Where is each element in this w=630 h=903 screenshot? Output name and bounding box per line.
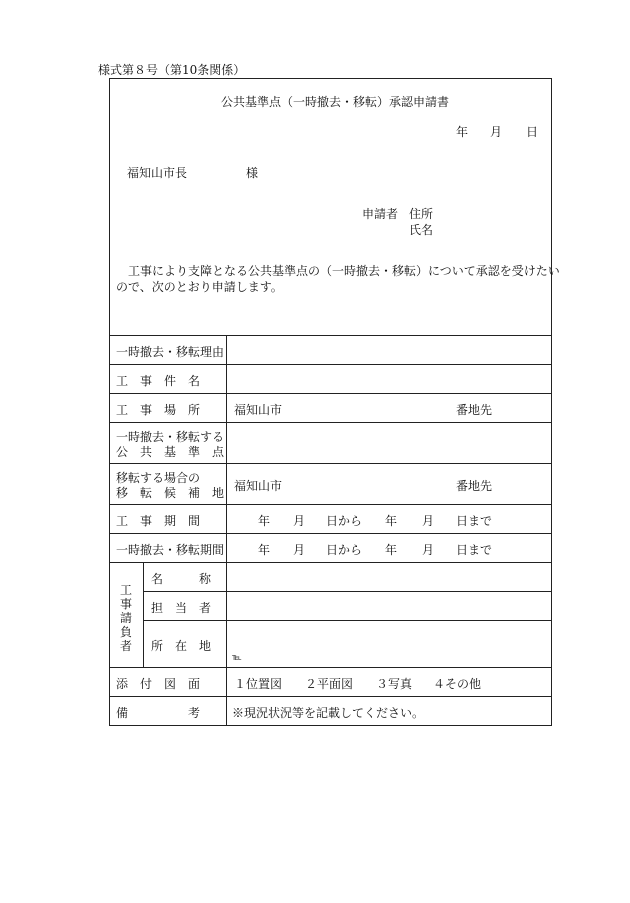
- contractor-person-field[interactable]: [227, 592, 551, 620]
- addressee-honorific: 様: [246, 166, 259, 180]
- relocation-site-suffix: 番地先: [456, 479, 493, 493]
- row-divider: [110, 504, 551, 505]
- contractor-person-label: 担 当 者: [151, 601, 212, 615]
- reason-label: 一時撤去・移転理由: [116, 345, 225, 359]
- remarks-note[interactable]: ※現況状況等を記載してください。: [232, 706, 425, 720]
- removal-period-day-to[interactable]: 日まで: [456, 543, 493, 557]
- removal-period-label: 一時撤去・移転期間: [116, 543, 225, 557]
- removal-period-month-to[interactable]: 月: [422, 543, 435, 557]
- body-text-line-2: ので、次のとおり申請します。: [116, 280, 283, 294]
- contractor-tel-label: ℡: [232, 653, 242, 663]
- attachment-other[interactable]: ４その他: [433, 677, 482, 691]
- project-period-year-from[interactable]: 年: [258, 514, 271, 528]
- relocation-site-city[interactable]: 福知山市: [234, 479, 283, 493]
- project-place-suffix: 番地先: [456, 403, 493, 417]
- contractor-location-field[interactable]: [227, 621, 551, 667]
- row-divider: [110, 393, 551, 394]
- project-name-label: 工 事 件 名: [116, 374, 201, 388]
- applicant-address-field[interactable]: 住所: [409, 207, 434, 221]
- removal-period-day-from[interactable]: 日から: [326, 543, 363, 557]
- target-point-label-1: 一時撤去・移転する: [116, 430, 225, 444]
- attachment-photo[interactable]: ３写真: [376, 677, 413, 691]
- relocation-site-label-1: 移転する場合の: [116, 471, 201, 485]
- removal-period-month-from[interactable]: 月: [293, 543, 306, 557]
- contractor-group-label: 工事請負者: [119, 583, 132, 653]
- date-year[interactable]: 年: [456, 125, 469, 139]
- column-divider: [143, 562, 144, 667]
- date-month[interactable]: 月: [490, 125, 503, 139]
- attachment-plan-view[interactable]: ２平面図: [305, 677, 354, 691]
- applicant-label: 申請者: [362, 207, 399, 221]
- attachment-location-map[interactable]: １位置図: [234, 677, 283, 691]
- project-period-day-to[interactable]: 日まで: [456, 514, 493, 528]
- addressee-mayor: 福知山市長: [127, 166, 188, 180]
- project-period-month-from[interactable]: 月: [293, 514, 306, 528]
- relocation-site-label-2: 移 転 候 補 地: [116, 486, 225, 500]
- row-divider: [110, 667, 551, 668]
- remarks-label: 備 考: [116, 706, 201, 720]
- project-period-month-to[interactable]: 月: [422, 514, 435, 528]
- removal-period-year-to[interactable]: 年: [385, 543, 398, 557]
- reason-field[interactable]: [227, 336, 551, 364]
- form-number: 様式第８号（第10条関係）: [98, 63, 246, 77]
- row-divider: [110, 533, 551, 534]
- project-place-city[interactable]: 福知山市: [234, 403, 283, 417]
- attachments-label: 添 付 図 面: [116, 677, 201, 691]
- contractor-name-label: 名 称: [151, 572, 212, 586]
- body-text-line-1: 工事により支障となる公共基準点の（一時撤去・移転）について承認を受けたい: [128, 264, 560, 278]
- target-point-label-2: 公 共 基 準 点: [116, 445, 225, 459]
- project-period-year-to[interactable]: 年: [385, 514, 398, 528]
- project-period-day-from[interactable]: 日から: [326, 514, 363, 528]
- contractor-name-field[interactable]: [227, 563, 551, 591]
- date-day[interactable]: 日: [526, 125, 539, 139]
- project-name-field[interactable]: [227, 365, 551, 393]
- project-place-label: 工 事 場 所: [116, 403, 201, 417]
- removal-period-year-from[interactable]: 年: [258, 543, 271, 557]
- row-divider: [110, 463, 551, 464]
- form-title: 公共基準点（一時撤去・移転）承認申請書: [221, 95, 450, 109]
- applicant-name-field[interactable]: 氏名: [409, 223, 434, 237]
- project-period-label: 工 事 期 間: [116, 514, 201, 528]
- target-point-field[interactable]: [227, 423, 551, 463]
- row-divider: [110, 696, 551, 697]
- contractor-location-label: 所 在 地: [151, 639, 212, 653]
- application-form: [109, 78, 560, 726]
